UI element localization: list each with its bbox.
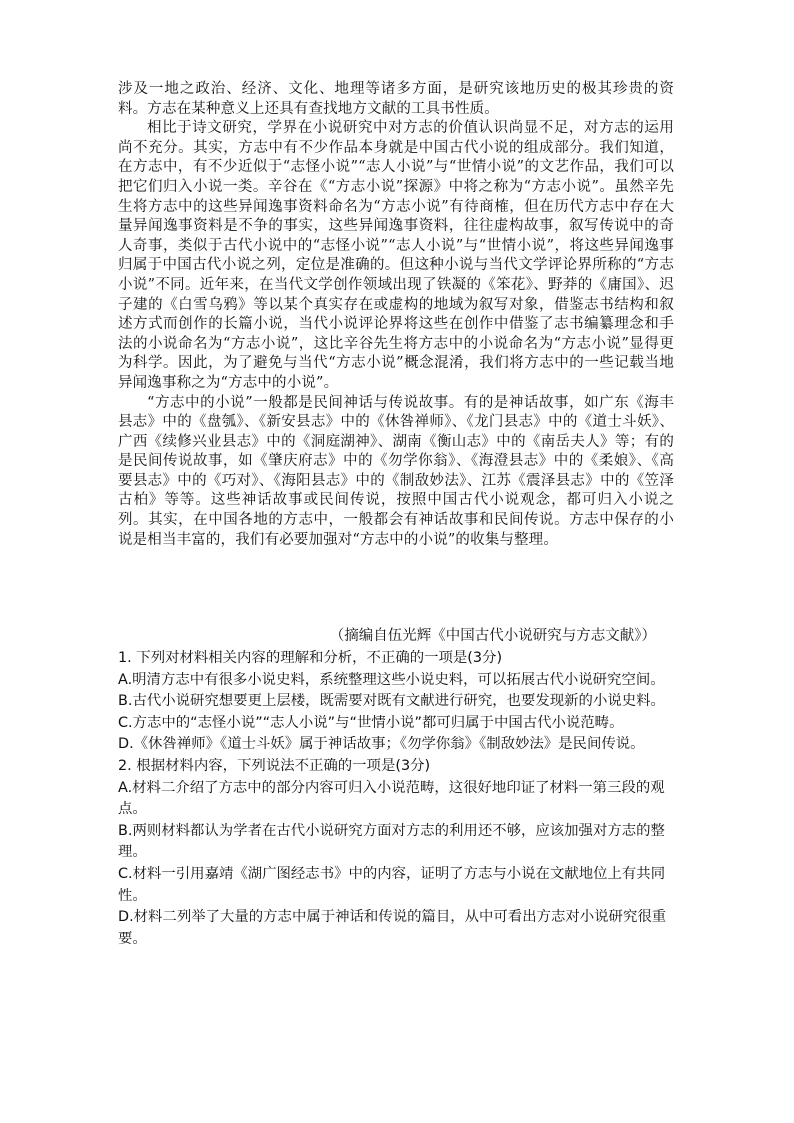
passage-source: （摘编自伍光辉《中国古代小说研究与方志文献》） — [329, 628, 656, 644]
question-1 — [118, 648, 678, 756]
answer-option-d: D.《休咎禅师》《道士斗妖》属于神话故事；《勿学你翁》《制敌妙法》是民间传说。 — [118, 736, 645, 753]
question-stem: 1. 下列对材料相关内容的理解和分析，不正确的一项是(3分) — [118, 650, 503, 666]
answer-option-b: B.两则材料都认为学者在古代小说研究方面对方志的利用还不够，应该加强对方志的整理。 — [118, 822, 665, 861]
answer-option-a: A.明清方志中有很多小说史料，系统整理这些小说史料，可以拓展古代小说研究空间。 — [118, 671, 665, 688]
passage-paragraph: 涉及一地之政治、经济、文化、地理等诸多方面，是研究该地历史的极其珍贵的资料。方志在某种意义上还具有查找地方文献的工具书性质。 — [118, 81, 674, 117]
answer-option-b: B.古代小说研究想要更上层楼，既需要对既有文献进行研究，也要发现新的小说史料。 — [118, 693, 665, 710]
passage-paragraph: “方志中的小说”一般都是民间神话与传说故事。有的是神话故事，如广东《海丰县志》中的《盘瓠》、《新安县志》中的《休咎禅师》、《龙门县志》中的《道士斗妖》、广西《续修兴业县志》中的《洞庭湖神》、湖南《衡山志》中的《南岳夫人》等；有的是民间传说故事，如《肇庆府志》中的《勿学你翁》、《海澄县志》中的《柔娘》、《高要县志》中的《巧对》、《海阳县志》中的《制敌妙法》、江苏《震泽县志》中的《笠泽古柏》等等。这些神话故事或民间传说，按照中国古代小说观念，都可归入小说之列。其实，在中国各地的方志中，一般都会有神话故事和民间传说。方志中保存的小说是相当丰富的，我们有必要加强对“方志中的小说”的收集与整理。 — [118, 394, 674, 548]
answer-option-a: A.材料二介绍了方志中的部分内容可归入小说范畴，这很好地印证了材料一第三段的观点。 — [118, 779, 665, 818]
reading-passage — [118, 80, 674, 550]
question-list — [118, 648, 678, 950]
answer-option-c: C.方志中的“志怪小说”“志人小说”与“世情小说”都可归属于中国古代小说范畴。 — [118, 714, 624, 731]
question-2 — [118, 756, 678, 950]
question-stem: 2. 根据材料内容，下列说法不正确的一项是(3分) — [118, 757, 431, 774]
answer-option-d: D.材料二列举了大量的方志中属于神话和传说的篇目，从中可看出方志对小说研究很重要。 — [118, 909, 667, 947]
passage-paragraph: 相比于诗文研究，学界在小说研究中对方志的价值认识尚显不足，对方志的运用尚不充分。其实，方志中有不少作品本身就是中国古代小说的组成部分。我们知道，在方志中，有不少近似于“志怪小说”“志人小说”与“世情小说”的文艺作品，我们可以把它们归入小说一类。辛谷在《“方志小说”探源》中将之称为“方志小说”。虽然辛先生将方志中的这些异闻逸事资料命名为“方志小说”有待商榷，但在历代方志中存在大量异闻逸事资料是不争的事实，这些异闻逸事资料，往往虚构故事，叙写传说中的奇人奇事，类似于古代小说中的“志怪小说”“志人小说”与“世情小说”，将这些异闻逸事归属于中国古代小说之列，定位是准确的。但这种小说与当代文学评论界所称的“方志小说”不同。近年来，在当代文学创作领域出现了铁凝的《笨花》、野莽的《庸国》、迟子建的《白雪乌鸦》等以某个真实存在或虚构的地域为叙写对象，借鉴志书结构和叙述方式而创作的长篇小说，当代小说评论界将这些在创作中借鉴了志书编纂理念和手法的小说命名为“方志小说”，这比辛谷先生将方志中的小说命名为“方志小说”显得更为科学。因此，为了避免与当代“方志小说”概念混淆，我们将方志中的一些记载当地异闻逸事称之为“方志中的小说”。 — [118, 120, 674, 391]
answer-option-c: C.材料一引用嘉靖《湖广图经志书》中的内容，证明了方志与小说在文献地位上有共同性。 — [118, 865, 666, 904]
